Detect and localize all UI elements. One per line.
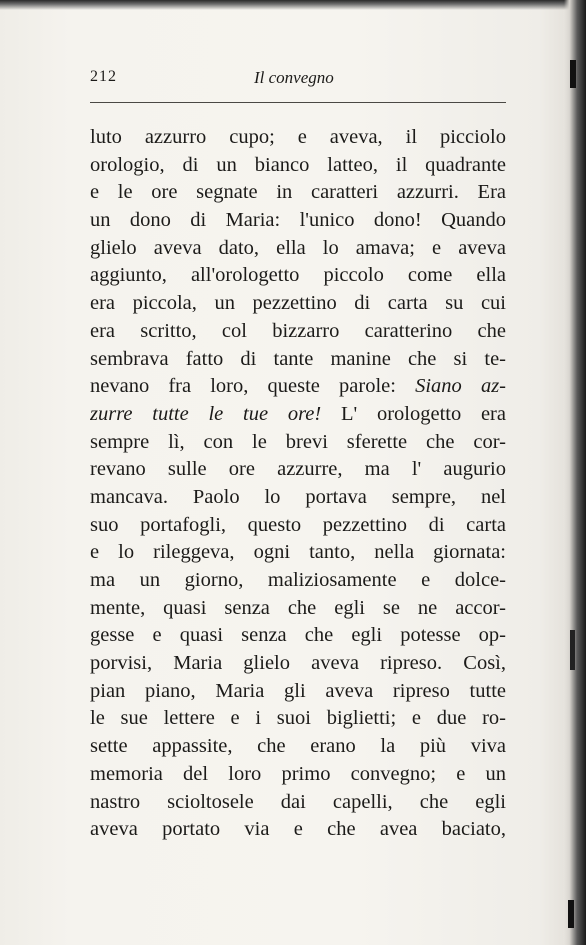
text-line xyxy=(90,595,506,623)
text-segment: mancava. Paolo lo portava sempre, nel xyxy=(90,485,506,508)
text-line xyxy=(90,456,506,484)
text-segment: sembrava fatto di tante manine che si te- xyxy=(90,347,506,370)
text-segment: pian piano, Maria gli aveva ripreso tutte xyxy=(90,679,506,702)
text-line xyxy=(90,429,506,457)
text-line xyxy=(90,789,506,817)
text-segment: aveva portato via e che avea baciato, xyxy=(90,818,506,841)
text-segment: nastro scioltosele dai capelli, che egli xyxy=(90,790,506,813)
text-segment: suo portafogli, questo pezzettino di carta xyxy=(90,513,506,536)
italic-text-segment: Siano az- xyxy=(415,375,506,398)
text-line xyxy=(90,622,506,650)
text-line xyxy=(90,124,506,152)
text-line xyxy=(90,235,506,263)
text-line xyxy=(90,179,506,207)
text-line xyxy=(90,567,506,595)
text-line xyxy=(90,207,506,235)
text-line xyxy=(90,539,506,567)
text-line xyxy=(90,678,506,706)
text-line xyxy=(90,262,506,290)
text-segment: mente, quasi senza che egli se ne accor- xyxy=(90,596,506,619)
text-line xyxy=(90,733,506,761)
italic-text-segment: zurre tutte le tue ore! xyxy=(90,402,322,425)
text-segment: L' orologetto era xyxy=(321,402,506,425)
text-segment: era scritto, col bizzarro caratterino che xyxy=(90,319,506,342)
text-segment: e le ore segnate in caratteri azzurri. Era xyxy=(90,181,506,204)
running-head xyxy=(90,68,506,96)
book-binding-edge xyxy=(564,0,586,945)
text-segment: luto azzurro cupo; e aveva, il picciolo xyxy=(90,126,506,148)
text-segment: le sue lettere e i suoi biglietti; e due ro- xyxy=(90,707,506,730)
text-segment: nevano fra loro, queste parole: xyxy=(90,375,416,398)
running-title: Il convegno xyxy=(254,68,334,87)
text-line xyxy=(90,318,506,346)
text-segment: un dono di Maria: l'unico dono! Quando xyxy=(90,209,506,232)
text-segment: orologio, di un bianco latteo, il quadrante xyxy=(90,153,506,176)
text-line xyxy=(90,761,506,789)
text-line xyxy=(90,816,506,844)
text-line xyxy=(90,152,506,180)
text-segment: memoria del loro primo convegno; e un xyxy=(90,762,506,785)
text-line xyxy=(90,484,506,512)
text-segment: era piccola, un pezzettino di carta su cui xyxy=(90,292,506,315)
text-segment: sempre lì, con le brevi sferette che cor- xyxy=(90,430,506,453)
text-segment: porvisi, Maria glielo aveva ripreso. Così, xyxy=(90,652,506,675)
text-line xyxy=(90,705,506,733)
text-line xyxy=(90,373,506,401)
text-segment: ma un giorno, maliziosamente e dolce- xyxy=(90,569,506,591)
page-top-edge-shadow xyxy=(0,0,586,10)
text-segment: gesse e quasi senza che egli potesse op- xyxy=(90,624,506,647)
page-number: 212 xyxy=(90,68,117,85)
body-text xyxy=(90,124,506,844)
text-segment: e lo rileggeva, ogni tanto, nella giornata: xyxy=(90,541,506,564)
binding-mark xyxy=(570,630,575,670)
text-line xyxy=(90,401,506,429)
binding-mark xyxy=(570,60,576,88)
text-segment: glielo aveva dato, ella lo amava; e aveva xyxy=(90,236,506,259)
text-line xyxy=(90,346,506,374)
binding-mark xyxy=(568,900,574,928)
header-rule xyxy=(90,102,506,103)
text-segment: aggiunto, all'orologetto piccolo come ella xyxy=(90,264,506,287)
text-segment: revano sulle ore azzurre, ma l' augurio xyxy=(90,458,506,481)
text-line xyxy=(90,290,506,318)
text-segment: sette appassite, che erano la più viva xyxy=(90,735,506,758)
text-line xyxy=(90,650,506,678)
text-line xyxy=(90,512,506,540)
